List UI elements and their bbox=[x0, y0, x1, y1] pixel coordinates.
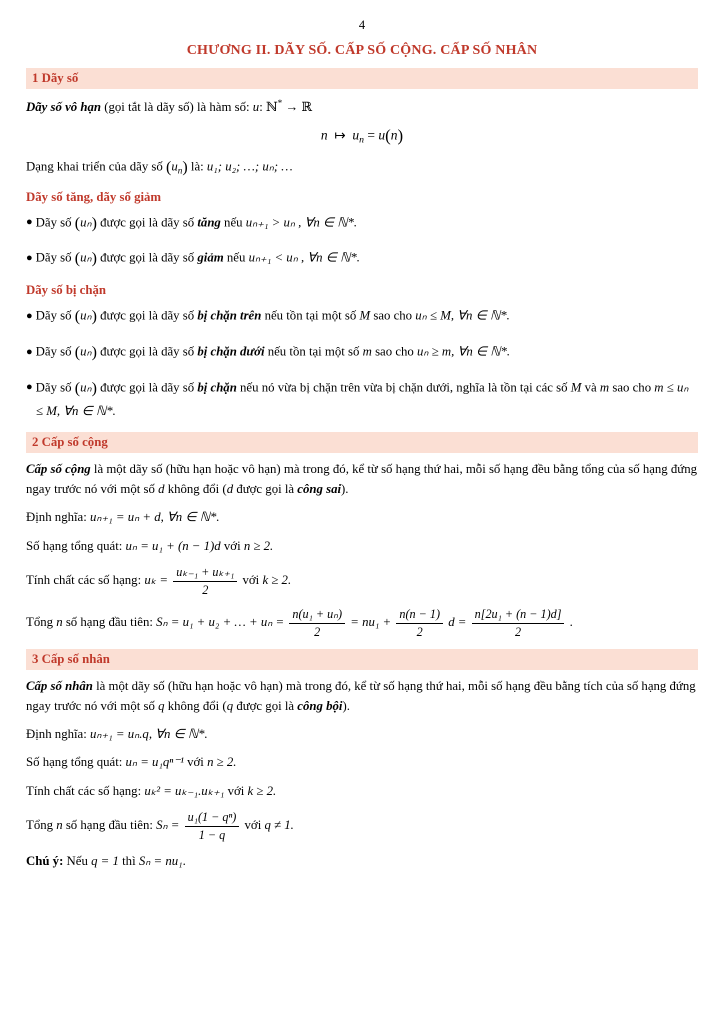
csn-tong-n bbox=[26, 810, 698, 842]
math-u: u bbox=[252, 99, 260, 114]
bullet-3-seq: uₙ bbox=[80, 308, 92, 323]
paren-open-5: ( bbox=[74, 343, 81, 361]
paren-open-3: ( bbox=[74, 250, 81, 268]
bullet-5-cond: nếu nó vừa bị chặn trên vừa bị chặn dưới, nghĩa là tồn tại các số bbox=[240, 380, 568, 395]
csc-var-d: d bbox=[158, 481, 165, 496]
csc-sh-label: Số hạng tổng quát: bbox=[26, 538, 123, 553]
math-n-set: ℕ bbox=[265, 99, 278, 115]
csn-key-cong-boi: công bội bbox=[297, 698, 343, 713]
math-un-sub: n bbox=[359, 134, 365, 146]
csc-tong-f1-den: 2 bbox=[314, 624, 321, 639]
bullet-bi-chan bbox=[26, 377, 698, 422]
paren-open-1: ( bbox=[166, 159, 172, 177]
paren-open-6: ( bbox=[74, 379, 81, 397]
bullet-1-pre: Dãy số bbox=[35, 215, 72, 230]
csc-tinh-chat bbox=[26, 565, 698, 597]
paren-open-4: ( bbox=[74, 308, 81, 326]
csn-sh-label: Số hạng tổng quát: bbox=[26, 755, 123, 770]
math-paren-close: ) bbox=[397, 126, 404, 146]
bullet-5-key: bị chặn bbox=[197, 380, 237, 395]
csn-var-q: q bbox=[158, 698, 165, 713]
csn-def-text-2: không đổi ( bbox=[167, 698, 227, 713]
csn-dn-formula: uₙ₊₁ = uₙ.q, ∀n ∈ ℕ*. bbox=[89, 726, 208, 741]
csc-key-cong-sai: công sai bbox=[297, 481, 342, 496]
csc-tong-frac-1 bbox=[289, 607, 345, 639]
csn-var-q2: q bbox=[226, 698, 234, 713]
bullet-day-so-giam bbox=[26, 247, 698, 272]
paren-close-4: ) bbox=[91, 308, 97, 326]
csn-so-hang-tong-quat bbox=[26, 753, 698, 772]
definition-cap-so-nhan bbox=[26, 677, 698, 716]
csc-tong-lhs: Sₙ = u₁ + u₂ + … + uₙ = bbox=[156, 615, 285, 630]
csc-tc-fraction bbox=[173, 565, 237, 597]
bullet-5-var-M: M bbox=[570, 380, 582, 395]
csc-sh-cond: n ≥ 2. bbox=[243, 538, 274, 553]
csn-tong-with: với bbox=[244, 818, 262, 833]
csn-def-text-4: ). bbox=[342, 698, 350, 713]
expansion-list: u₁; u₂; …; uₙ; … bbox=[206, 159, 293, 174]
csc-sh-formula: uₙ = u₁ + (n − 1)d bbox=[125, 538, 221, 553]
bullet-3-var: M bbox=[359, 308, 371, 323]
subheading-tang-giam: Dãy số tăng, dãy số giảm bbox=[26, 189, 162, 204]
definition-rest: (gọi tắt là dãy số) là hàm số: bbox=[104, 99, 250, 114]
expansion-pre: Dạng khai triển của dãy số bbox=[26, 159, 163, 174]
csn-note-pre: Nếu bbox=[66, 854, 88, 869]
expansion-post: là: bbox=[190, 159, 204, 174]
csc-tong-frac-3 bbox=[472, 607, 565, 639]
section-heading-2: 2 Cấp số cộng bbox=[26, 432, 698, 453]
csc-tong-var: n bbox=[56, 615, 63, 630]
bullet-2-key: giảm bbox=[197, 251, 224, 266]
csn-tong-den: 1 − q bbox=[198, 827, 226, 842]
bullet-4-key: bị chặn dưới bbox=[197, 344, 265, 359]
csn-tong-cond: q ≠ 1. bbox=[264, 818, 294, 833]
csc-tong-f3-den: 2 bbox=[515, 624, 522, 639]
csn-sh-cond: n ≥ 2. bbox=[207, 755, 237, 770]
bullet-dot: ● bbox=[26, 381, 33, 394]
csc-sh-with: với bbox=[223, 538, 241, 553]
paren-close-1: ) bbox=[182, 159, 188, 177]
csn-tc-formula: uₖ² = uₖ₋₁.uₖ₊₁ bbox=[144, 783, 225, 798]
bullet-1-mid: được gọi là dãy số bbox=[100, 215, 195, 230]
csc-tc-den: 2 bbox=[202, 582, 209, 597]
bullet-3-saocho: sao cho bbox=[373, 308, 413, 323]
csc-tc-num: uₖ₋₁ + uₖ₊₁ bbox=[173, 565, 237, 581]
csn-tong-pre: Tổng bbox=[26, 818, 54, 833]
math-equals: = bbox=[367, 127, 376, 143]
bullet-4-var: m bbox=[362, 344, 372, 359]
bullet-4-cond: nếu tồn tại một số bbox=[267, 344, 360, 359]
csc-tong-f2-num: n(n − 1) bbox=[396, 607, 443, 623]
csn-tc-label: Tính chất các số hạng: bbox=[26, 783, 142, 798]
csc-tong-f3-num: n[2u₁ + (n − 1)d] bbox=[472, 607, 565, 623]
csn-tc-cond: k ≥ 2. bbox=[247, 783, 277, 798]
csc-tc-cond: k ≥ 2. bbox=[262, 573, 292, 588]
csc-tc-with: với bbox=[242, 573, 260, 588]
csn-sh-with: với bbox=[187, 755, 204, 770]
bullet-5-va: và bbox=[584, 380, 597, 395]
csc-def-text-2: không đổi ( bbox=[167, 481, 227, 496]
bullet-5-saocho: sao cho bbox=[612, 380, 652, 395]
csc-tong-frac-2 bbox=[396, 607, 443, 639]
bullet-3-mid: được gọi là dãy số bbox=[100, 308, 195, 323]
csc-so-hang-tong-quat bbox=[26, 537, 698, 556]
csn-dn-label: Định nghĩa: bbox=[26, 726, 87, 741]
math-arrow: → bbox=[285, 99, 299, 114]
bullet-bi-chan-tren bbox=[26, 305, 698, 330]
term-cap-so-nhan: Cấp số nhân bbox=[26, 679, 93, 694]
csc-dn-label: Định nghĩa: bbox=[26, 510, 87, 525]
paren-close-3: ) bbox=[91, 250, 97, 268]
csc-tc-lhs: uₖ = bbox=[144, 573, 169, 588]
csn-tong-fraction bbox=[185, 810, 240, 842]
csn-sh-formula: uₙ = u₁qⁿ⁻¹ bbox=[125, 755, 184, 770]
csn-def-text-3: được gọi là bbox=[236, 698, 295, 713]
csc-def-text-4: ). bbox=[341, 481, 349, 496]
bullet-1-cond: nếu bbox=[224, 215, 243, 230]
csc-def-text-3: được gọi là bbox=[236, 481, 295, 496]
csc-tong-d: d = bbox=[448, 615, 467, 630]
math-mapsto: ↦ bbox=[334, 127, 346, 143]
bullet-4-seq: uₙ bbox=[80, 344, 92, 359]
csn-tong-lhs: Sₙ = bbox=[156, 818, 180, 833]
term-day-so-vo-han: Dãy số vô hạn bbox=[26, 99, 102, 114]
csn-note-formula: Sₙ = nu₁ bbox=[138, 854, 183, 869]
math-n2: n bbox=[390, 127, 398, 143]
paren-open-2: ( bbox=[74, 214, 81, 232]
csn-note-then: thì bbox=[122, 854, 136, 869]
bullet-2-cond: nếu bbox=[226, 251, 246, 266]
math-paren-open: ( bbox=[385, 126, 391, 146]
bullet-1-key: tăng bbox=[197, 215, 221, 230]
csn-tong-num: u₁(1 − qⁿ) bbox=[185, 810, 240, 826]
csc-tong-n bbox=[26, 607, 698, 639]
csn-tong-var: n bbox=[56, 818, 63, 833]
bullet-3-key: bị chặn trên bbox=[197, 308, 262, 323]
subheading-bi-chan: Dãy số bị chặn bbox=[26, 283, 106, 298]
math-u2: u bbox=[378, 127, 386, 143]
bullet-4-formula: uₙ ≥ m, ∀n ∈ ℕ*. bbox=[417, 344, 511, 359]
bullet-dot: ● bbox=[26, 252, 33, 265]
bullet-day-so-tang bbox=[26, 212, 698, 237]
csc-dn-formula: uₙ₊₁ = uₙ + d, ∀n ∈ ℕ*. bbox=[89, 510, 220, 525]
bullet-3-pre: Dãy số bbox=[35, 308, 72, 323]
bullet-5-pre: Dãy số bbox=[35, 380, 72, 395]
term-cap-so-cong: Cấp số cộng bbox=[26, 462, 91, 477]
bullet-dot: ● bbox=[26, 345, 33, 358]
bullet-3-formula: uₙ ≤ M, ∀n ∈ ℕ*. bbox=[415, 308, 510, 323]
definition-cap-so-cong bbox=[26, 460, 698, 499]
bullet-dot: ● bbox=[26, 309, 33, 322]
bullet-bi-chan-duoi bbox=[26, 341, 698, 366]
paren-close-5: ) bbox=[91, 343, 97, 361]
math-colon: : bbox=[259, 99, 263, 114]
bullet-2-formula: uₙ₊₁ < uₙ , ∀n ∈ ℕ*. bbox=[248, 251, 360, 266]
document-title: CHƯƠNG II. DÃY SỐ. CẤP SỐ CỘNG. CẤP SỐ NHÂN bbox=[186, 43, 538, 58]
bullet-3-cond: nếu tồn tại một số bbox=[264, 308, 357, 323]
csn-note-label: Chú ý: bbox=[26, 854, 64, 869]
expansion-line bbox=[26, 156, 698, 180]
math-un: u bbox=[352, 127, 360, 143]
csc-tong-f1-num: n(u₁ + uₙ) bbox=[289, 607, 345, 623]
csc-tc-label: Tính chất các số hạng: bbox=[26, 573, 142, 588]
csn-note-cond: q = 1 bbox=[91, 854, 119, 869]
section-heading-1: 1 Dãy số bbox=[26, 68, 698, 89]
csn-tong-post: số hạng đầu tiên: bbox=[65, 818, 153, 833]
csc-var-d2: d bbox=[226, 481, 234, 496]
bullet-1-seq: uₙ bbox=[80, 215, 92, 230]
definition-day-so bbox=[26, 96, 698, 117]
bullet-5-formula: m ≤ uₙ ≤ M, ∀n ∈ ℕ*. bbox=[36, 380, 689, 418]
csc-tong-f2-den: 2 bbox=[416, 624, 423, 639]
bullet-5-seq: uₙ bbox=[80, 380, 92, 395]
bullet-4-saocho: sao cho bbox=[375, 344, 414, 359]
csn-tinh-chat bbox=[26, 782, 698, 801]
csc-def-text-1: là một dãy số (hữu hạn hoặc vô hạn) mà trong đó, kể từ số hạng thứ hai, mỗi số hạng đều bằng tổng của số hạng đứng ngay trước nó với một số bbox=[26, 462, 698, 496]
bullet-dot: ● bbox=[26, 216, 33, 229]
section-heading-3: 3 Cấp số nhân bbox=[26, 649, 698, 670]
math-n: n bbox=[320, 127, 328, 143]
paren-close-2: ) bbox=[91, 214, 97, 232]
csc-dinh-nghia bbox=[26, 508, 698, 527]
math-u-seq-sub: n bbox=[177, 165, 183, 176]
bullet-1-formula: uₙ₊₁ > uₙ , ∀n ∈ ℕ*. bbox=[245, 215, 358, 230]
csn-chu-y bbox=[26, 852, 698, 871]
bullet-2-pre: Dãy số bbox=[35, 251, 72, 266]
bullet-2-mid: được gọi là dãy số bbox=[100, 251, 195, 266]
bullet-5-var-m: m bbox=[599, 380, 610, 395]
bullet-4-mid: được gọi là dãy số bbox=[100, 344, 195, 359]
csc-tong-post: số hạng đầu tiên: bbox=[65, 615, 153, 630]
paren-close-6: ) bbox=[91, 379, 97, 397]
math-star: * bbox=[277, 98, 283, 108]
csn-tc-with: với bbox=[227, 783, 245, 798]
csc-tong-pre: Tổng bbox=[26, 615, 54, 630]
math-u-seq: u bbox=[171, 159, 178, 174]
csn-note-end: . bbox=[182, 854, 186, 869]
csc-tong-eq2: = nu₁ + bbox=[350, 615, 392, 630]
bullet-5-mid: được gọi là dãy số bbox=[100, 380, 195, 395]
bullet-2-seq: uₙ bbox=[80, 251, 92, 266]
math-r-set: ℝ bbox=[301, 99, 313, 115]
equation-mapping bbox=[26, 126, 698, 146]
page-number: 4 bbox=[358, 18, 366, 32]
csn-dinh-nghia bbox=[26, 725, 698, 744]
bullet-4-pre: Dãy số bbox=[35, 344, 72, 359]
csc-tong-end: . bbox=[569, 615, 573, 630]
csn-def-text-1: là một dãy số (hữu hạn hoặc vô hạn) mà trong đó, kể từ số hạng thứ hai, mỗi số hạng đều bằng tích của số hạng đứng ngay trước nó với một số bbox=[26, 679, 696, 713]
